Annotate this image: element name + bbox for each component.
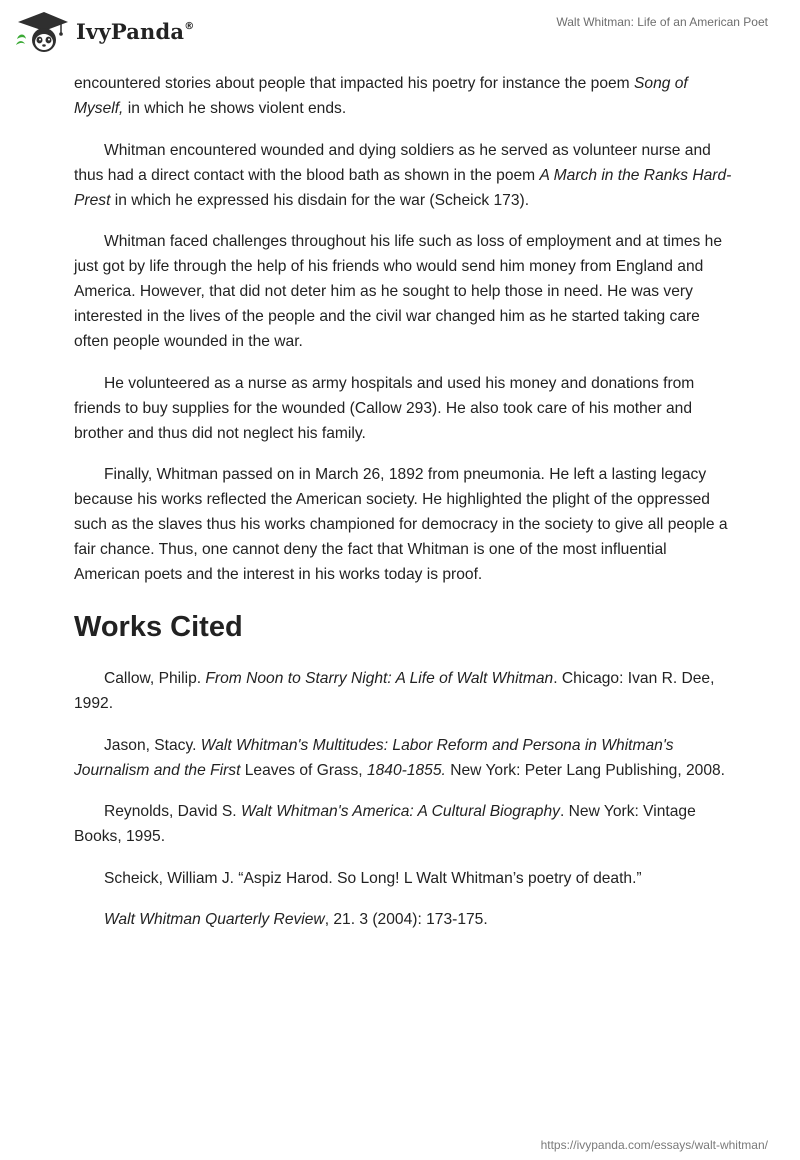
italic-text: A March in the Ranks Hard-Prest (74, 166, 732, 209)
source-url[interactable]: https://ivypanda.com/essays/walt-whitman/ (540, 1138, 768, 1152)
text-run: in which he expressed his disdain for the war (Scheick 173). (110, 191, 530, 209)
text-run: Finally, Whitman passed on in March 26, 1892 from pneumonia. He left a lasting legacy because his works reflected the American society. He highlighted the plight of the oppressed such as the slaves thus his works championed for democracy in the society to give all people a fair chance. Thus, one cannot deny the fact that Whitman is one of the most influential American poets and the interest in his works today is proof. (74, 466, 728, 583)
text-run: , 21. 3 (2004): 173-175. (324, 911, 488, 928)
ivypanda-logo[interactable] (14, 9, 194, 53)
body-paragraph (74, 71, 734, 121)
body-paragraph (74, 229, 734, 354)
text-run: New York: Peter Lang Publishing, 2008. (445, 761, 726, 779)
italic-text: Song of Myself, (74, 75, 688, 117)
text-run: encountered stories about people that impacted his poetry for instance the poem (74, 75, 634, 92)
panda-graduate-icon (14, 9, 70, 53)
page-header (0, 0, 800, 66)
body-paragraph (74, 371, 734, 446)
italic-text: From Noon to Starry Night: A Life of Walt Whitman (205, 670, 554, 687)
text-run: . Chicago: Ivan R. Dee, 1992. (74, 670, 715, 712)
brand-name: IvyPanda® (76, 18, 195, 44)
italic-text: Walt Whitman Quarterly Review (104, 911, 325, 928)
body-paragraphs (74, 71, 734, 587)
citation-entry (74, 907, 734, 932)
citation-entry (74, 733, 734, 783)
italic-text: Walt Whitman's Multitudes: Labor Reform and Persona in Whitman's Journalism and the First (74, 736, 674, 779)
citation-entry (74, 666, 734, 716)
citation-entry (74, 866, 734, 891)
works-cited-list (74, 666, 734, 932)
text-run: in which he shows violent ends. (123, 100, 347, 117)
text-run: . New York: Vintage Books, 1995. (74, 803, 696, 845)
text-run: Whitman encountered wounded and dying soldiers as he served as volunteer nurse and thus had a direct contact with the blood bath as shown in the poem (74, 141, 711, 184)
body-paragraph (74, 138, 734, 213)
text-run: Leaves of Grass, (240, 761, 367, 779)
text-run: Jason, Stacy. (104, 736, 201, 754)
works-cited-heading: Works Cited (74, 611, 243, 643)
text-run: Callow, Philip. (104, 670, 206, 687)
italic-text: 1840-1855. (366, 761, 446, 779)
essay-content (74, 71, 734, 949)
citation-entry (74, 799, 734, 849)
text-run: Scheick, William J. “Aspiz Harod. So Long! L Walt Whitman’s poetry of death.” (104, 869, 642, 887)
running-title: Walt Whitman: Life of an American Poet (556, 15, 768, 29)
text-run: Reynolds, David S. (104, 803, 241, 820)
text-run: Whitman faced challenges throughout his life such as loss of employment and at times he just got by life through the help of his friends who would send him money from England and America. However, that did not deter him as he sought to help those in need. He was very interested in the lives of the people and the civil war changed him as he started taking care often people wounded in the war. (74, 233, 723, 350)
italic-text: Walt Whitman's America: A Cultural Biography (240, 803, 560, 820)
body-paragraph (74, 462, 734, 587)
text-run: He volunteered as a nurse as army hospitals and used his money and donations from friends to buy supplies for the wounded (Callow 293). He also took care of his mother and brother and thus did not neglect his family. (74, 374, 695, 442)
